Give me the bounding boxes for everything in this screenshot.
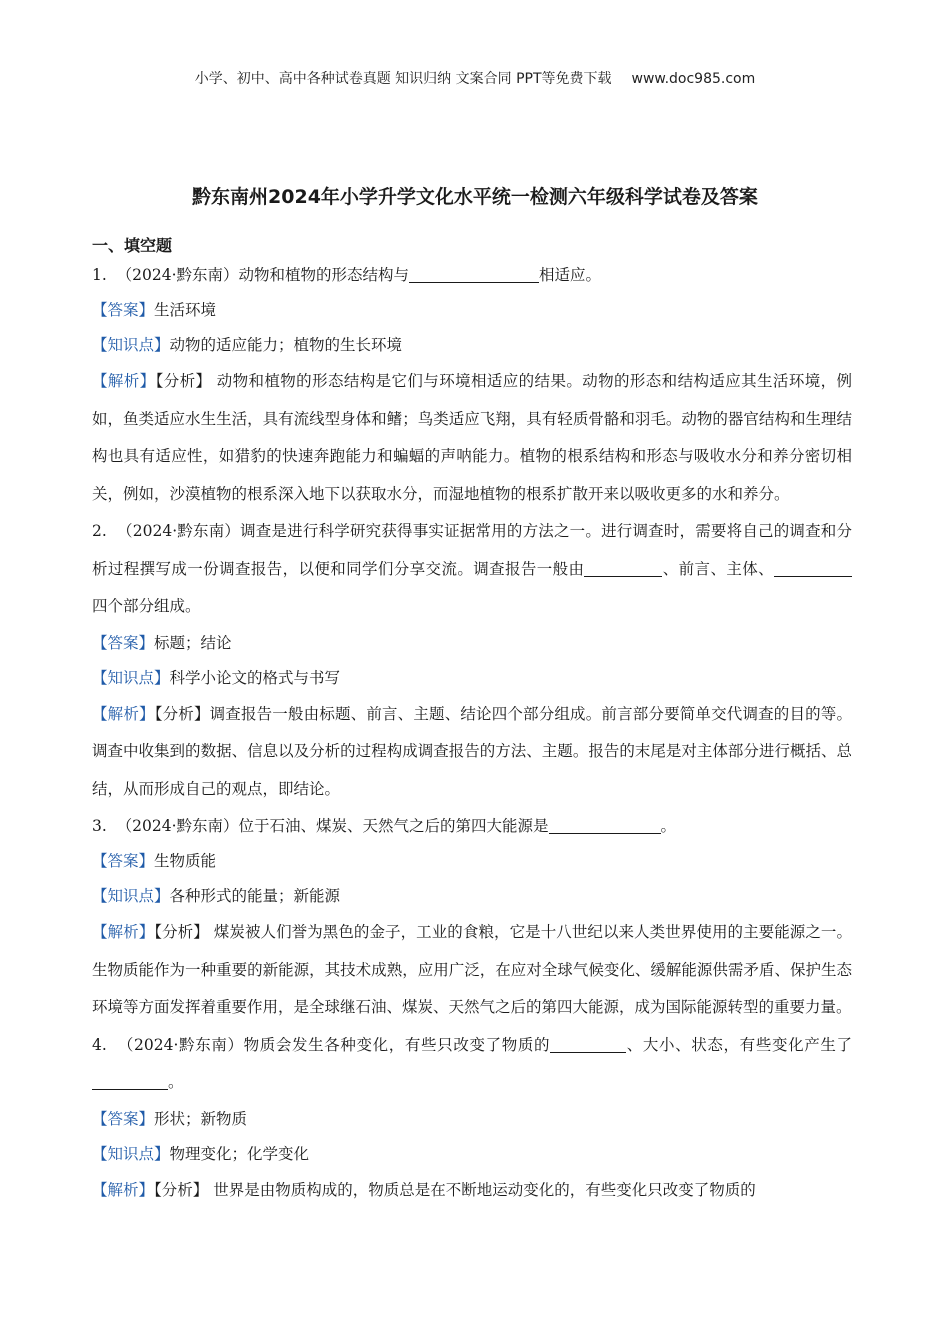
knowledge-text: 科学小论文的格式与书写 bbox=[169, 668, 341, 687]
question-number: 3. bbox=[92, 817, 107, 835]
question-part: 。 bbox=[168, 1073, 184, 1091]
answer-text: 生活环境 bbox=[154, 301, 217, 319]
analysis-text: 煤炭被人们誉为黑色的金子，工业的食粮，它是十八世纪以来人类世界使用的主要能源之一。生物质能作为一种重要的新能源，其技术成熟，应用广泛，在应对全球气候变化、缓解能源供需矛盾、保护生态环境等方面发挥着重要作用，是全球继石油、煤炭、天然气之后的第四大能源，成为国际能源转型的重要力量。 bbox=[92, 923, 852, 1016]
question-text bbox=[92, 513, 852, 626]
question-part: 物质会发生各种变化，有些只改变了物质的 bbox=[243, 1035, 551, 1054]
fenxi-tag: 【分析】 bbox=[154, 1180, 209, 1199]
question-list bbox=[92, 257, 852, 1209]
question-item bbox=[92, 257, 852, 513]
analysis-text: 调查报告一般由标题、前言、主题、结论四个部分组成。前言部分要简单交代调查的目的等。调查中收集到的数据、信息以及分析的过程构成调查报告的方法、主题。报告的末尾是对主体部分进行概括、总结，从而形成自己的观点，即结论。 bbox=[92, 704, 852, 798]
knowledge-tag: 【知识点】 bbox=[92, 668, 170, 687]
analysis-tag: 【解析】 bbox=[92, 923, 155, 941]
question-number: 2. bbox=[92, 522, 107, 540]
question-part: 相适应。 bbox=[539, 266, 602, 284]
analysis-tag: 【解析】 bbox=[92, 704, 155, 723]
fill-blank bbox=[549, 817, 661, 834]
answer-line bbox=[92, 1102, 852, 1137]
knowledge-line bbox=[92, 1137, 852, 1172]
question-item bbox=[92, 808, 852, 1027]
knowledge-line bbox=[92, 661, 852, 696]
answer-line bbox=[92, 844, 852, 879]
fill-blank bbox=[774, 560, 852, 577]
analysis-text: 世界是由物质构成的，物质总是在不断地运动变化的，有些变化只改变了物质的 bbox=[208, 1180, 756, 1199]
question-source: （2024·黔东南） bbox=[117, 522, 241, 540]
header-site-link[interactable]: www.doc985.com bbox=[631, 71, 756, 87]
question-part: 四个部分组成。 bbox=[92, 597, 201, 615]
knowledge-line bbox=[92, 879, 852, 914]
analysis-line bbox=[92, 696, 852, 809]
question-item bbox=[92, 513, 852, 808]
header-text: 小学、初中、高中各种试卷真题 知识归纳 文案合同 PPT等免费下载 bbox=[194, 71, 612, 87]
question-part: 位于石油、煤炭、天然气之后的第四大能源是 bbox=[238, 817, 549, 835]
question-source: （2024·黔东南） bbox=[117, 1035, 244, 1054]
question-source: （2024·黔东南） bbox=[116, 817, 239, 835]
fenxi-tag: 【分析】 bbox=[155, 372, 212, 390]
question-part: 、大小、状态，有些变化产生了 bbox=[626, 1035, 852, 1054]
section-title: 一、填空题 bbox=[92, 236, 173, 255]
question-part: 动物和植物的形态结构与 bbox=[238, 266, 410, 284]
question-part: 、前言、主体、 bbox=[662, 559, 774, 578]
page-header bbox=[0, 68, 950, 88]
fenxi-tag: 【分析】 bbox=[154, 704, 210, 723]
question-text bbox=[92, 257, 852, 293]
question-part: 调查是进行科学研究获得事实证据常用的方法之一。进行调查时，需要将自己的调查和分析过程撰写成一份调查报告，以便和同学们分享交流。调查报告一般由 bbox=[92, 522, 852, 578]
analysis-line bbox=[92, 363, 852, 513]
answer-text: 形状；新物质 bbox=[154, 1109, 248, 1128]
answer-tag: 【答案】 bbox=[92, 301, 155, 319]
knowledge-line bbox=[92, 328, 852, 363]
analysis-tag: 【解析】 bbox=[92, 372, 156, 390]
fill-blank bbox=[92, 1073, 168, 1090]
analysis-line bbox=[92, 914, 852, 1027]
question-item bbox=[92, 1027, 852, 1210]
question-number: 1. bbox=[92, 266, 107, 284]
knowledge-tag: 【知识点】 bbox=[92, 336, 170, 354]
question-text bbox=[92, 1027, 852, 1102]
answer-tag: 【答案】 bbox=[92, 852, 155, 870]
answer-tag: 【答案】 bbox=[92, 633, 155, 652]
fenxi-tag: 【分析】 bbox=[154, 923, 209, 941]
fill-blank bbox=[584, 560, 662, 577]
answer-line bbox=[92, 293, 852, 328]
document-title: 黔东南州2024年小学升学文化水平统一检测六年级科学试卷及答案 bbox=[192, 186, 758, 208]
question-number: 4. bbox=[92, 1035, 107, 1054]
fill-blank bbox=[409, 266, 539, 283]
knowledge-tag: 【知识点】 bbox=[92, 1144, 170, 1163]
knowledge-text: 物理变化；化学变化 bbox=[169, 1144, 310, 1163]
answer-tag: 【答案】 bbox=[92, 1109, 155, 1128]
answer-line bbox=[92, 626, 852, 661]
analysis-tag: 【解析】 bbox=[92, 1180, 155, 1199]
question-text bbox=[92, 808, 852, 844]
fill-blank bbox=[550, 1036, 626, 1053]
analysis-text: 动物和植物的形态结构是它们与环境相适应的结果。动物的形态和结构适应其生活环境，例如，鱼类适应水生生活，具有流线型身体和鳍；鸟类适应飞翔，具有轻质骨骼和羽毛。动物的器官结构和生理结构也具有适应性，如猎豹的快速奔跑能力和蝙蝠的声呐能力。植物的根系结构和形态与吸收水分和养分密切相关，例如，沙漠植物的根系深入地下以获取水分，而湿地植物的根系扩散开来以吸收更多的水和养分。 bbox=[92, 372, 852, 503]
answer-text: 生物质能 bbox=[154, 852, 217, 870]
answer-text: 标题；结论 bbox=[154, 633, 232, 652]
analysis-line bbox=[92, 1172, 852, 1210]
question-source: （2024·黔东南） bbox=[116, 266, 239, 284]
knowledge-text: 动物的适应能力；植物的生长环境 bbox=[169, 336, 403, 354]
question-part: 。 bbox=[660, 817, 677, 835]
knowledge-text: 各种形式的能量；新能源 bbox=[169, 887, 341, 905]
knowledge-tag: 【知识点】 bbox=[92, 887, 170, 905]
